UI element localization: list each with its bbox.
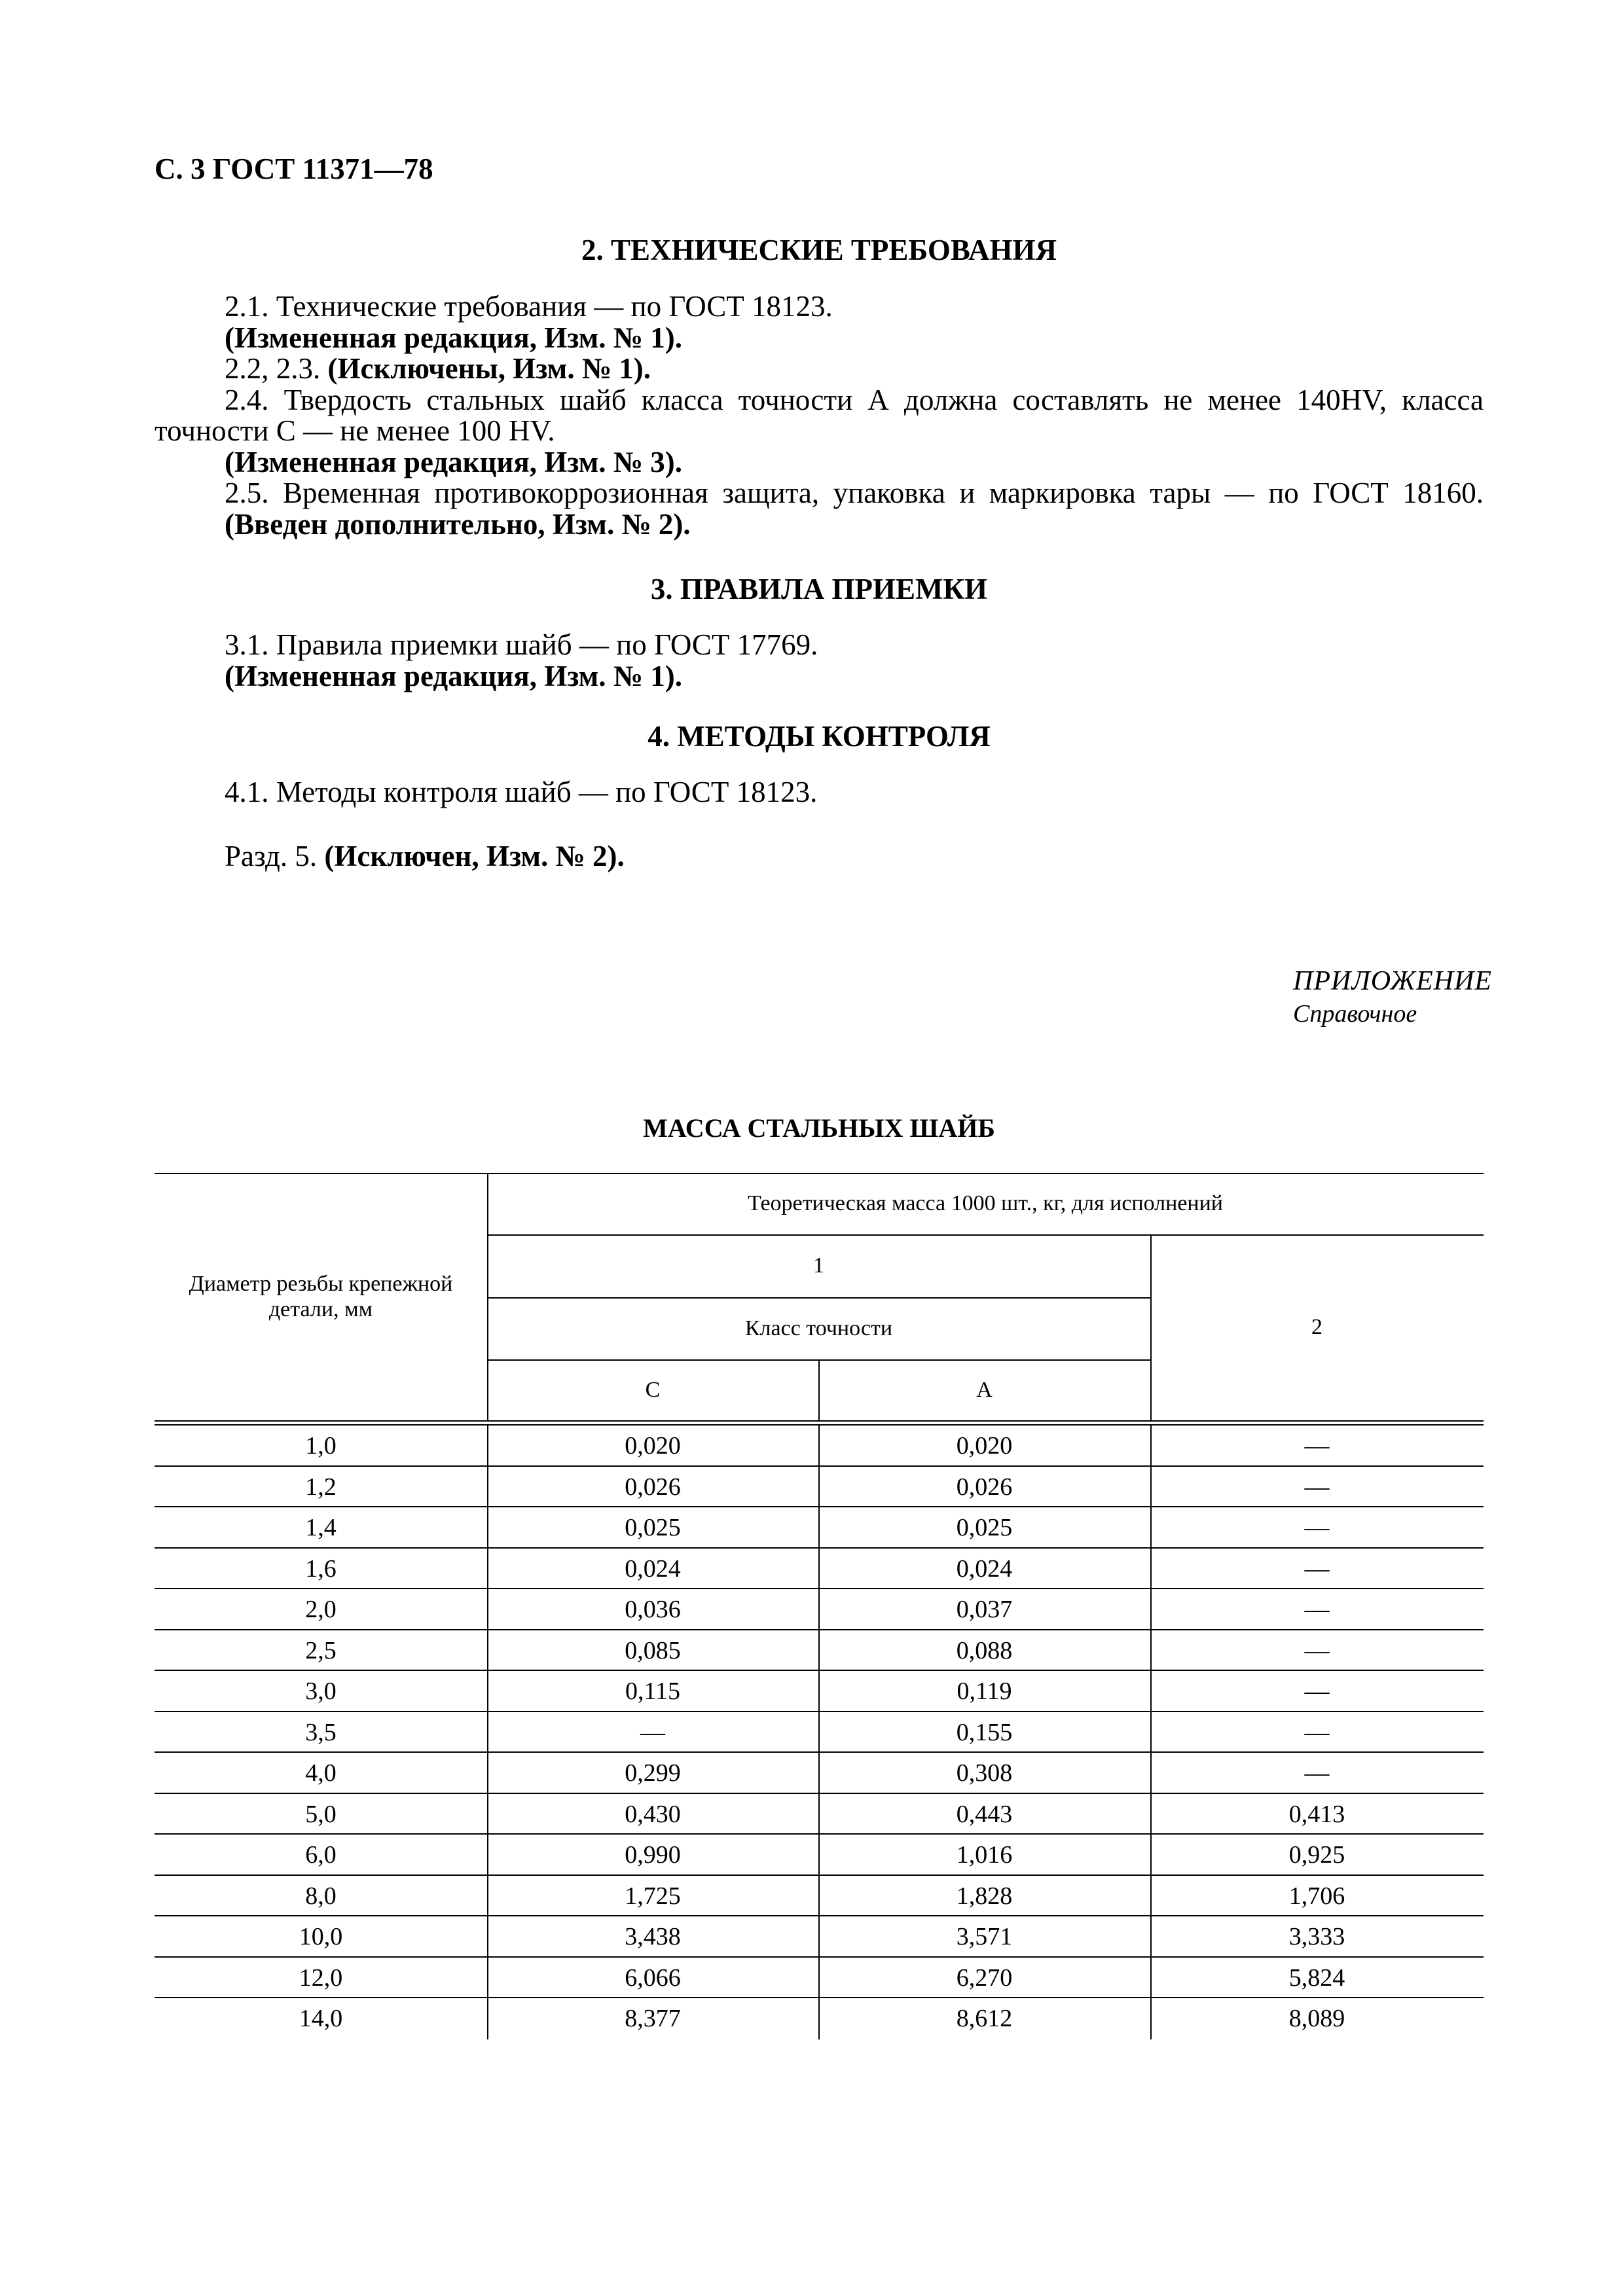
cell-diameter: 14,0 <box>299 2005 343 2033</box>
table-row <box>155 1794 1484 1835</box>
cell-variant-2: 3,333 <box>1288 1923 1345 1951</box>
header-diameter: Диаметр резьбы крепежной детали, мм <box>189 1271 453 1321</box>
cell-variant-2: — <box>1304 1636 1330 1664</box>
cell-class-c: 1,725 <box>625 1882 681 1910</box>
para-2-4-line2: точности С — не менее 100 HV. <box>155 414 555 447</box>
cell-class-a: 0,024 <box>956 1554 1013 1583</box>
para-2-2-excluded: (Исключены, Изм. № 1). <box>327 352 651 385</box>
header-class-c: С <box>645 1377 661 1402</box>
cell-variant-2: 1,706 <box>1288 1882 1345 1910</box>
cell-class-c: 0,085 <box>625 1636 681 1664</box>
cell-variant-2: — <box>1304 1432 1330 1460</box>
amend-2-4: (Измененная редакция, Изм. № 3). <box>225 446 683 478</box>
amend-2-5: (Введен дополнительно, Изм. № 2). <box>225 508 691 541</box>
cell-variant-2: 0,925 <box>1288 1841 1345 1869</box>
table-row <box>155 1998 1484 2039</box>
cell-class-a: 0,119 <box>957 1677 1012 1706</box>
cell-class-c: 0,990 <box>625 1841 681 1869</box>
cell-diameter: 8,0 <box>305 1882 337 1910</box>
cell-class-c: 0,020 <box>625 1432 681 1460</box>
page-header: С. 3 ГОСТ 11371—78 <box>155 152 433 185</box>
table-row <box>155 1753 1484 1794</box>
cell-diameter: 1,2 <box>305 1473 337 1501</box>
cell-class-a: 0,037 <box>956 1596 1013 1624</box>
cell-class-a: 0,025 <box>956 1514 1013 1542</box>
header-variant-1: 1 <box>813 1253 824 1278</box>
table-row <box>155 1549 1484 1590</box>
cell-diameter: 3,5 <box>305 1718 337 1746</box>
cell-diameter: 4,0 <box>305 1759 337 1787</box>
table-row <box>155 1630 1484 1672</box>
cell-diameter: 6,0 <box>305 1841 337 1869</box>
para-2-5: 2.5. Временная противокоррозионная защита, упаковка и маркировка тары — по ГОСТ 18160. <box>225 476 1484 509</box>
cell-class-c: 0,115 <box>625 1677 681 1706</box>
table-row <box>155 1876 1484 1917</box>
table-row <box>155 1958 1484 1999</box>
para-3-1: 3.1. Правила приемки шайб — по ГОСТ 17769. <box>225 628 818 661</box>
header-accuracy-class: Класс точности <box>744 1316 893 1340</box>
table-title: МАССА СТАЛЬНЫХ ШАЙБ <box>643 1113 995 1143</box>
cell-variant-2: 8,089 <box>1288 2005 1345 2033</box>
cell-class-a: 0,020 <box>956 1432 1013 1460</box>
cell-class-c: 8,377 <box>625 2005 681 2033</box>
cell-variant-2: 5,824 <box>1288 1964 1345 1992</box>
cell-variant-2: 0,413 <box>1288 1800 1345 1828</box>
cell-class-c: 0,025 <box>625 1514 681 1542</box>
razd-5-excluded: (Исключен, Изм. № 2). <box>324 840 625 872</box>
header-bottom-line-a <box>155 1420 1484 1422</box>
section-2-title: 2. ТЕХНИЧЕСКИЕ ТРЕБОВАНИЯ <box>581 234 1057 266</box>
cell-diameter: 5,0 <box>305 1800 337 1828</box>
cell-diameter: 1,4 <box>305 1514 337 1542</box>
cell-class-c: 3,438 <box>625 1923 681 1951</box>
table-row <box>155 1712 1484 1753</box>
para-2-1: 2.1. Технические требования — по ГОСТ 18123. <box>225 290 833 323</box>
cell-diameter: 2,5 <box>305 1636 337 1664</box>
cell-class-c: 0,026 <box>625 1473 681 1501</box>
cell-class-a: 0,308 <box>956 1759 1013 1787</box>
cell-diameter: 3,0 <box>305 1677 337 1706</box>
cell-variant-2: — <box>1304 1718 1330 1746</box>
table-row <box>155 1589 1484 1630</box>
cell-class-a: 6,270 <box>956 1964 1013 1992</box>
section-3-title: 3. ПРАВИЛА ПРИЕМКИ <box>650 573 988 605</box>
para-2-2-number: 2.2, 2.3. <box>225 352 321 385</box>
cell-diameter: 1,0 <box>305 1432 337 1460</box>
appendix-label <box>1293 965 1492 1028</box>
cell-diameter: 10,0 <box>299 1923 343 1951</box>
para-2-4-line1: 2.4. Твердость стальных шайб класса точности А должна составлять не менее 140HV, класса <box>225 384 1484 416</box>
cell-class-c: 0,024 <box>625 1554 681 1583</box>
header-mass: Теоретическая масса 1000 шт., кг, для исполнений <box>747 1191 1224 1216</box>
table-row <box>155 1467 1484 1508</box>
cell-class-c: 6,066 <box>625 1964 681 1992</box>
cell-diameter: 2,0 <box>305 1596 337 1624</box>
cell-variant-2: — <box>1304 1596 1330 1624</box>
amend-3-1: (Измененная редакция, Изм. № 1). <box>225 660 683 692</box>
cell-class-a: 0,443 <box>956 1800 1013 1828</box>
appendix-subtitle: Справочное <box>1293 1000 1417 1028</box>
table-row <box>155 1916 1484 1958</box>
table-row <box>155 1671 1484 1712</box>
table-row <box>155 1835 1484 1876</box>
cell-variant-2: — <box>1304 1677 1330 1706</box>
cell-variant-2: — <box>1304 1759 1330 1787</box>
cell-variant-2: — <box>1304 1514 1330 1542</box>
cell-class-a: 8,612 <box>956 2005 1013 2033</box>
cell-class-a: 3,571 <box>956 1923 1013 1951</box>
cell-variant-2: — <box>1304 1554 1330 1583</box>
appendix-title: ПРИЛОЖЕНИЕ <box>1293 966 1492 996</box>
table-row <box>155 1507 1484 1549</box>
section-4-title: 4. МЕТОДЫ КОНТРОЛЯ <box>647 720 991 753</box>
cell-class-a: 0,155 <box>956 1718 1013 1746</box>
cell-class-a: 1,828 <box>956 1882 1013 1910</box>
para-2-2 <box>225 354 651 384</box>
cell-class-a: 1,016 <box>956 1841 1013 1869</box>
header-variant-2: 2 <box>1311 1315 1322 1340</box>
para-4-1: 4.1. Методы контроля шайб — по ГОСТ 18123. <box>225 776 818 808</box>
cell-diameter: 1,6 <box>305 1554 337 1583</box>
cell-diameter: 12,0 <box>299 1964 343 1992</box>
table-row <box>155 1426 1484 1467</box>
amend-2-1: (Измененная редакция, Изм. № 1). <box>225 321 683 354</box>
cell-class-c: 0,430 <box>625 1800 681 1828</box>
cell-class-c: — <box>640 1718 665 1746</box>
header-class-a: А <box>976 1377 993 1402</box>
cell-variant-2: — <box>1304 1473 1330 1501</box>
cell-class-a: 0,026 <box>956 1473 1013 1501</box>
cell-class-c: 0,299 <box>625 1759 681 1787</box>
cell-class-c: 0,036 <box>625 1596 681 1624</box>
cell-class-a: 0,088 <box>956 1636 1013 1664</box>
razd-5 <box>225 842 625 871</box>
razd-5-prefix: Разд. 5. <box>225 840 318 872</box>
